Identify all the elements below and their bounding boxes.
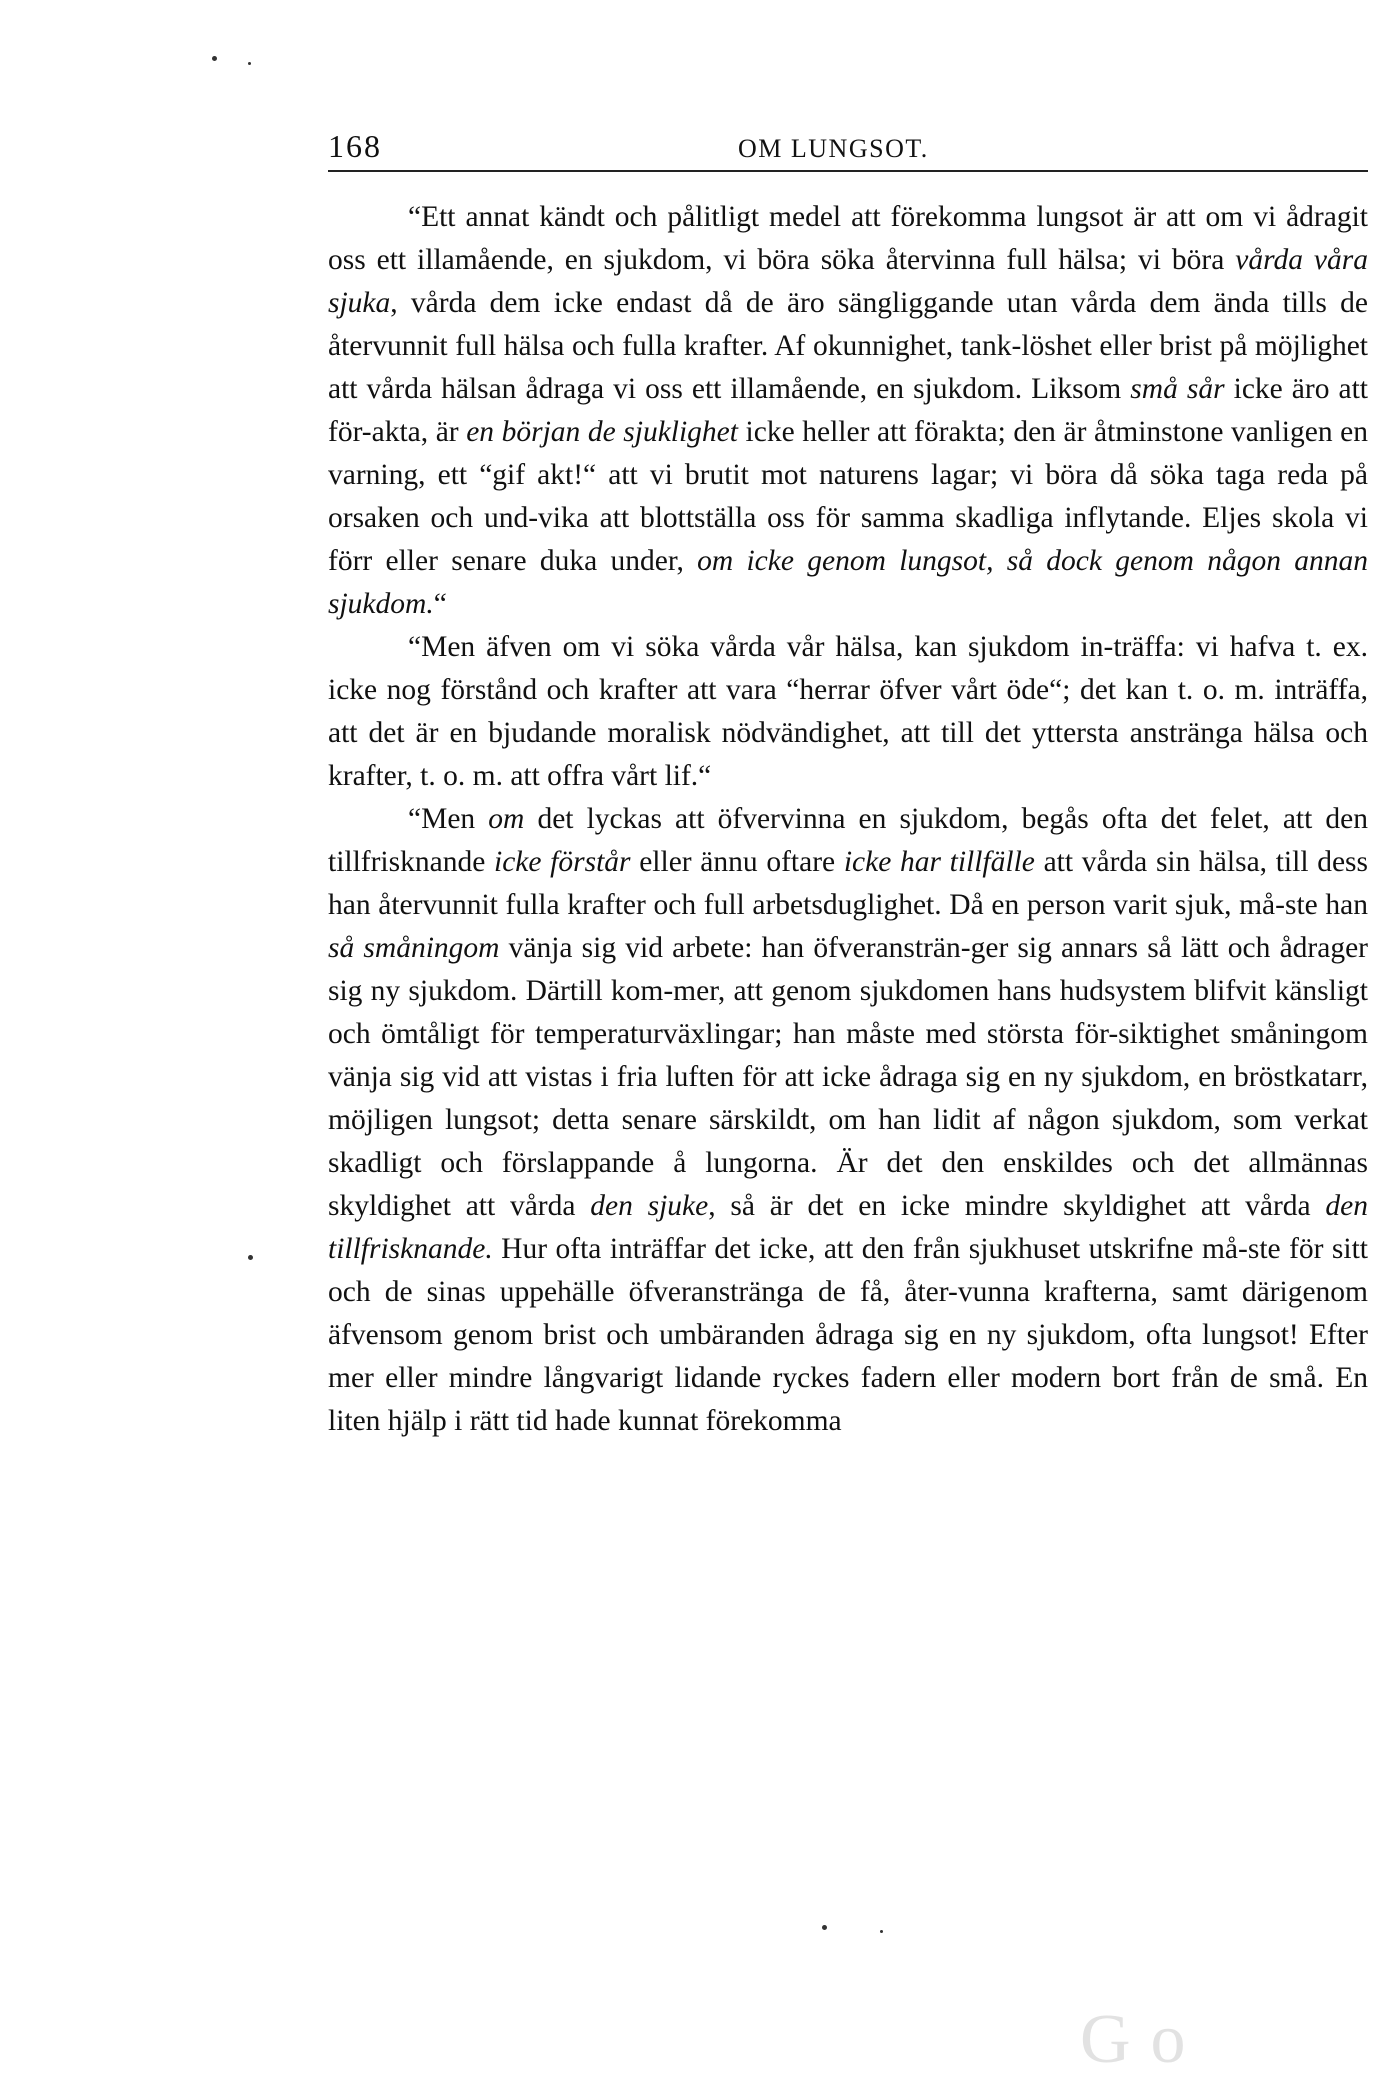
- text-run: , vårda dem icke endast då de äro sängliggande utan vårda dem ända tills de återvunnit full hälsa och fulla krafter. Af okunnighet, tank-löshet eller brist på möjlighet att vårda hälsan ådraga vi oss ett illamående, en sjukdom. Liksom: [328, 287, 1368, 405]
- italic-text: en början de sjuklighet: [466, 416, 738, 448]
- paragraph: [328, 196, 1368, 626]
- text-run: “Men: [408, 803, 489, 835]
- italic-text: icke förstår: [494, 846, 631, 878]
- italic-text: icke har tillfälle: [843, 846, 1035, 878]
- running-head: OM LUNGSOT.: [738, 134, 929, 163]
- paragraph: [328, 798, 1368, 1443]
- watermark-logo: Go: [1080, 2001, 1206, 2078]
- text-run: , så är det en icke mindre skyldighet att vårda: [708, 1190, 1326, 1222]
- text-run: icke äro att för-akta, är: [328, 373, 1368, 448]
- body-text: [328, 196, 1368, 1443]
- scan-speck: [880, 1930, 883, 1933]
- italic-text: den tillfrisknande.: [328, 1190, 1368, 1265]
- italic-text: vårda våra sjuka: [328, 244, 1368, 319]
- text-run: “Ett annat kändt och pålitligt medel att förekomma lungsot är att om vi ådragit oss ett illamående, en sjukdom, vi böra söka återvinna full hälsa; vi böra: [328, 201, 1368, 276]
- italic-text: så småningom: [328, 932, 500, 964]
- paragraph: [328, 626, 1368, 798]
- page-header: [328, 128, 1368, 168]
- italic-text: om: [488, 803, 525, 835]
- page-number: 168: [328, 128, 382, 164]
- italic-text: den sjuke: [590, 1190, 709, 1222]
- scan-speck: [212, 56, 217, 61]
- text-run: att vårda sin hälsa, till dess han återvunnit fulla krafter och full arbetsduglighet. Då en person varit sjuk, må-ste han: [328, 846, 1369, 921]
- scan-speck: [822, 1925, 827, 1930]
- italic-text: små sår: [1130, 373, 1225, 405]
- text-run: eller ännu oftare: [630, 846, 844, 878]
- text-run: “Men äfven om vi söka vårda vår hälsa, kan sjukdom in-träffa: vi hafva t. ex. icke nog förstånd och krafter att vara “herrar öfver vårt öde“; det kan t. o. m. inträffa, att det är en bjudande moralisk nödvändighet, att till det yttersta anstränga hälsa och krafter, t. o. m. att offra vårt lif.“: [328, 631, 1368, 792]
- header-rule: [328, 170, 1368, 172]
- text-run: “: [433, 588, 447, 620]
- text-run: icke heller att förakta; den är åtminstone vanligen en varning, ett “gif akt!“ att vi brutit mot naturens lagar; vi böra då söka taga reda på orsaken och und-vika att blottställa oss för samma skadliga inflytande. Eljes skola vi förr eller senare duka under,: [328, 416, 1368, 577]
- text-run: Hur ofta inträffar det icke, att den från sjukhuset utskrifne må-ste för sitt och de sinas uppehälle öfveranstränga de få, åter-vunna krafterna, samt därigenom äfvensom genom brist och umbäranden ådraga sig en ny sjukdom, ofta lungsot! Efter mer eller mindre långvarigt lidande ryckes fadern eller modern bort från de små. En liten hjälp i rätt tid hade kunnat förekomma: [328, 1233, 1368, 1437]
- text-run: det lyckas att öfvervinna en sjukdom, begås ofta det felet, att den tillfrisknande: [328, 803, 1369, 878]
- text-run: vänja sig vid arbete: han öfveransträn-ger sig annars så lätt och ådrager sig ny sjukdom. Därtill kom-mer, att genom sjukdomen hans hudsystem blifvit känsligt och ömtåligt för temperaturväxlingar; han måste med största för-siktighet småningom vänja sig vid att vistas i fria luften för att icke ådraga sig en ny sjukdom, en bröstkatarr, möjligen lungsot; detta senare särskildt, om han lidit af någon sjukdom, som verkat skadligt och förslappande å lungorna. Är det den enskildes och det allmännas skyldighet att vårda: [328, 932, 1369, 1222]
- italic-text: om icke genom lungsot, så dock genom någon annan sjukdom.: [328, 545, 1368, 620]
- scan-speck: [248, 1255, 253, 1260]
- scan-speck: [248, 62, 251, 65]
